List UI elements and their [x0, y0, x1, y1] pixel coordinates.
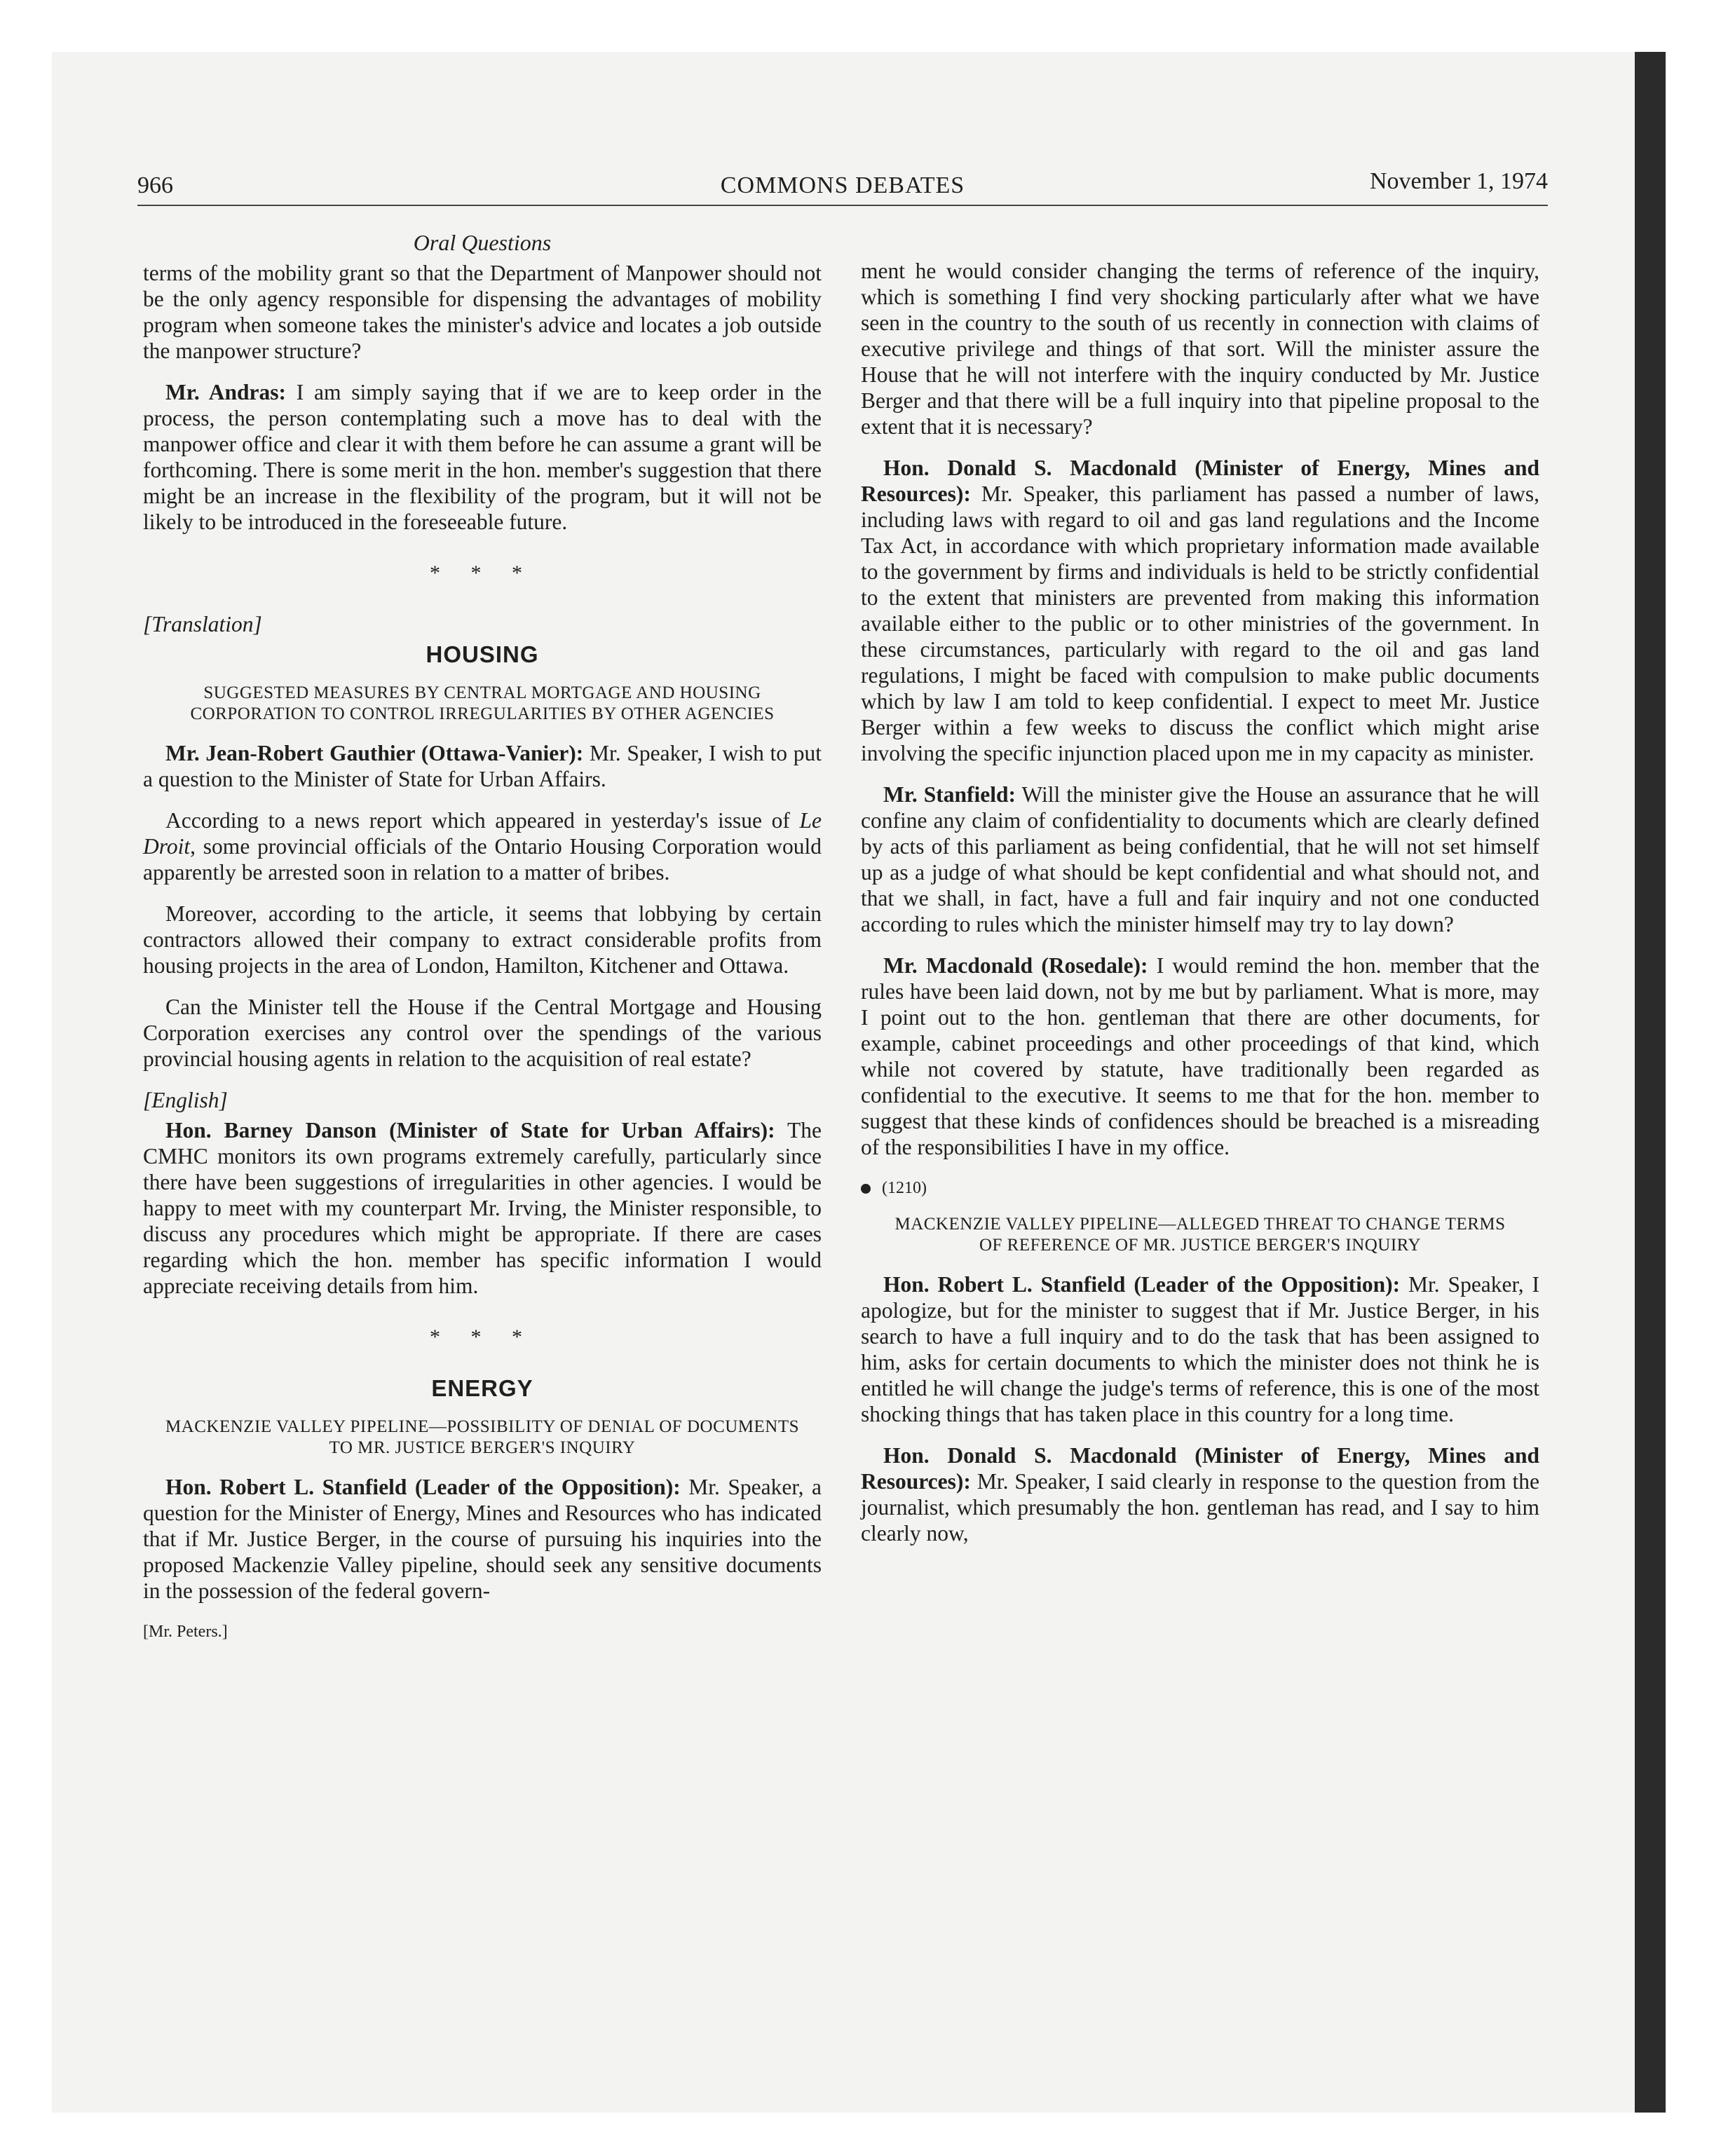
page-header [137, 168, 1548, 207]
speech-text: Mr. Speaker, a question for the Minister of Energy, Mines and Resources who has indicated that if Mr. Justice Berger, in the course of pursuing his inquiries into the proposed Mackenzie Valley pipeline, should seek any sensitive documents in the possession of the federal govern- [143, 1475, 822, 1603]
text-run: , some provincial officials of the Ontario Housing Corporation would apparently be arrested soon in relation to a matter of bribes. [143, 834, 822, 885]
speaker-name: Mr. Stanfield: [883, 782, 1016, 807]
speech-text: I would remind the hon. member that the rules have been laid down, not by me but by parliament. What is more, may I point out to the hon. gentleman that there are other documents, for example, cabinet proceedings and other proceedings of that kind, which while not covered by statute, have traditionally been regarded as confidential to the executive. It seems to me that for the hon. member to suggest that these kinds of confidences should be breached is a misreading of the responsibilities I have in my office. [861, 953, 1539, 1159]
publication-title: COMMONS DEBATES [720, 172, 965, 198]
timestamp-text: (1210) [882, 1179, 927, 1197]
bullet-dot-icon [861, 1184, 871, 1194]
section-separator: * * * [430, 1325, 535, 1349]
page-number: 966 [137, 172, 173, 198]
speech [143, 740, 822, 792]
speaker-name: Hon. Donald S. Macdonald (Minister of Energy, Mines and Resources): [861, 1443, 1539, 1494]
speech-text: Mr. Speaker, this parliament has passed a number of laws, including laws with regard to oil and gas land regulations and the Income Tax Act, in accordance with which proprietary information made available to the government by firms and individuals is held to be strictly confidential to the extent that ministers are prevented from making this information available either to the public or to other ministries of the government. In these circumstances, particularly with regard to the oil and gas land regulations, I might be faced with compulsion to make public documents which by law I am told to keep confidential. I expect to meet Mr. Justice Berger within a few weeks to discuss the conflict which might arise involving the specific injunction placed upon me in my capacity as minister. [861, 482, 1539, 765]
speech [861, 455, 1539, 766]
left-column [143, 230, 822, 1645]
speaker-name: Hon. Donald S. Macdonald (Minister of Energy, Mines and Resources): [861, 456, 1539, 506]
section-separator: * * * [430, 561, 535, 585]
timestamp [861, 1175, 1539, 1201]
subheading: MACKENZIE VALLEY PIPELINE—POSSIBILITY OF DENIAL OF DOCUMENTS TO MR. JUSTICE BERGER'S INQUIRY [165, 1417, 800, 1457]
section-heading: ENERGY [431, 1375, 533, 1401]
speaker-name: Mr. Andras: [165, 380, 286, 404]
paragraph: terms of the mobility grant so that the Department of Manpower should not be the only agency responsible for dispensing the advantages of mobility program when someone takes the minister's advice and locates a job outside the manpower structure? [143, 261, 822, 363]
newspaper-title: Le Droit [143, 808, 822, 859]
paragraph: ment he would consider changing the terms of reference of the inquiry, which is something I find very shocking particularly after what we have seen in the country to the south of us recently in connection with claims of executive privilege and things of that sort. Will the minister assure the House that he will not interfere with the inquiry conducted by Mr. Justice Berger and that there will be a full inquiry into that pipeline proposal to the extent that it is necessary? [861, 259, 1539, 439]
speaker-name: Mr. Macdonald (Rosedale): [883, 953, 1148, 978]
publication-date: November 1, 1974 [1369, 168, 1548, 194]
subheading: MACKENZIE VALLEY PIPELINE—ALLEGED THREAT TO CHANGE TERMS OF REFERENCE OF MR. JUSTICE BERGER'S INQUIRY [894, 1215, 1506, 1255]
speech [861, 953, 1539, 1160]
running-head: Oral Questions [413, 230, 552, 255]
speech-text: Mr. Speaker, I said clearly in response to the question from the journalist, which presumably the hon. gentleman has read, and I say to him clearly now, [861, 1469, 1539, 1546]
speaker-name: Hon. Robert L. Stanfield (Leader of the Opposition): [165, 1475, 681, 1499]
section-heading: HOUSING [426, 641, 539, 667]
speaker-name: Hon. Barney Danson (Minister of State for Urban Affairs): [165, 1118, 775, 1142]
speech-text: I am simply saying that if we are to keep order in the process, the person contemplating such a move has to deal with the manpower office and clear it with them before he can assume a grant will be forthcoming. There is some merit in the hon. member's suggestion that there might be an increase in the flexibility of the program, but it will not be likely to be introduced in the foreseeable future. [143, 380, 822, 534]
speech [861, 782, 1539, 937]
speaker-name: Hon. Robert L. Stanfield (Leader of the Opposition): [883, 1272, 1401, 1297]
paragraph [143, 807, 822, 885]
speech [861, 1271, 1539, 1427]
subheading: SUGGESTED MEASURES BY CENTRAL MORTGAGE AND HOUSING CORPORATION TO CONTROL IRREGULARITIES BY OTHER AGENCIES [190, 683, 775, 723]
speaker-name: Mr. Jean-Robert Gauthier (Ottawa-Vanier): [165, 741, 584, 765]
right-column [861, 258, 1539, 1562]
page-binding-edge [1635, 52, 1666, 2113]
speech [143, 1474, 822, 1604]
speech [861, 1442, 1539, 1546]
language-note: [English] [143, 1088, 228, 1112]
speech-text: Mr. Speaker, I apologize, but for the minister to suggest that if Mr. Justice Berger, in his search to have a full inquiry and to do the task that has been assigned to him, asks for certain documents to which the minister does not think he is entitled he will change the judge's terms of reference, this is one of the most shocking things that has taken place in this country for a long time. [861, 1272, 1539, 1426]
speech [143, 379, 822, 535]
language-note: [Translation] [143, 612, 262, 636]
paragraph: Can the Minister tell the House if the Central Mortgage and Housing Corporation exercises any control over the spendings of the various provincial housing agents in relation to the acquisition of real estate? [143, 995, 822, 1071]
speech [143, 1117, 822, 1299]
header-rule [137, 205, 1548, 206]
speech-text: The CMHC monitors its own programs extremely carefully, particularly since there have been suggestions of irregularities in other agencies. I would be happy to meet with my counterpart Mr. Irving, the Minister responsible, to discuss any procedures which might be appropriate. If there are cases regarding which the hon. member has specific information I would appreciate receiving details from him. [143, 1118, 822, 1298]
paragraph: Moreover, according to the article, it seems that lobbying by certain contractors allowed their company to extract considerable profits from housing projects in the area of London, Hamilton, Kitchener and Ottawa. [143, 901, 822, 978]
speech-text: Will the minister give the House an assurance that he will confine any claim of confidentiality to documents which are clearly defined by acts of this parliament as being confidential, that he will not set himself up as a judge of what should be kept confidential and what should not, and that we shall, in fact, have a full and fair inquiry and not one conducted according to rules which the minister himself may try to lay down? [861, 782, 1539, 936]
footnote: [Mr. Peters.] [143, 1623, 228, 1641]
speech-text: Mr. Speaker, I wish to put a question to the Minister of State for Urban Affairs. [143, 741, 822, 791]
text-run: According to a news report which appeared in yesterday's issue of [165, 808, 800, 833]
